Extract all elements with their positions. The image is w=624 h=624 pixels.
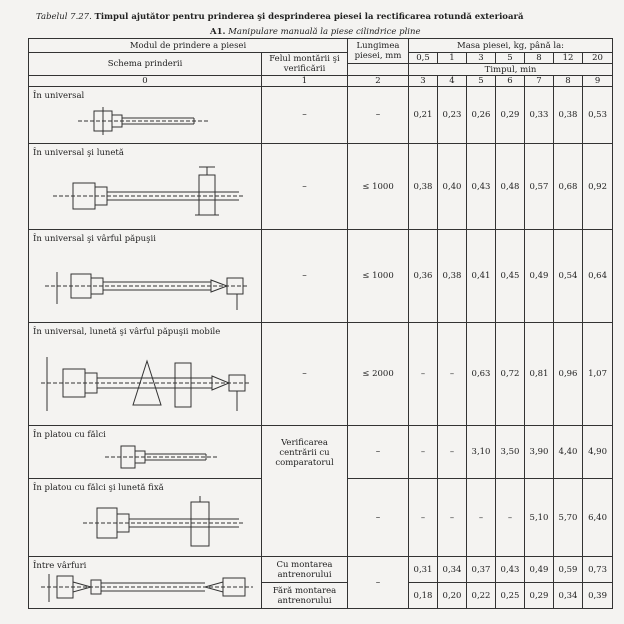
length-cell: ≤ 1000 — [348, 144, 409, 230]
header-mass-5: 12 — [554, 53, 583, 64]
time-cell: 0,33 — [525, 87, 554, 144]
table-subcaption — [210, 27, 421, 37]
time-cell: 0,81 — [525, 323, 554, 426]
time-cell: 0,25 — [496, 583, 525, 609]
col-num-0: 0 — [29, 76, 262, 87]
fitting-cell: – — [262, 230, 348, 323]
header-mass-3: 5 — [496, 53, 525, 64]
time-cell: 0,73 — [583, 557, 613, 583]
header-scheme: Schema prinderii — [29, 53, 262, 76]
time-cell: 5,10 — [525, 479, 554, 557]
time-cell: 0,59 — [554, 557, 583, 583]
table-row — [29, 87, 613, 144]
row-label: În universal şi lunetă — [33, 148, 124, 158]
time-cell: 0,36 — [409, 230, 438, 323]
header-length: Lungimea piesei, mm — [348, 39, 409, 64]
time-cell: 0,21 — [409, 87, 438, 144]
scheme-cell — [29, 479, 262, 557]
time-cell: 0,57 — [525, 144, 554, 230]
time-cell: – — [409, 426, 438, 479]
time-cell: 3,10 — [467, 426, 496, 479]
row-label: În universal — [33, 91, 85, 101]
header-mass-4: 8 — [525, 53, 554, 64]
header-time: Timpul, min — [409, 64, 613, 76]
fitting-cell: Verificarea centrării cu comparatorul — [262, 426, 348, 557]
row-label: În platou cu fălci — [33, 430, 106, 440]
length-cell: – — [348, 426, 409, 479]
scheme-cell — [29, 426, 262, 479]
time-cell: – — [496, 479, 525, 557]
fitting-cell: – — [262, 87, 348, 144]
faceplate-steady-rest-sketch-icon — [79, 494, 249, 550]
time-cell: 0,49 — [525, 557, 554, 583]
time-cell: 0,29 — [496, 87, 525, 144]
header-mass-6: 20 — [583, 53, 613, 64]
length-cell: – — [348, 479, 409, 557]
header-fitting: Felul montării şi verificării — [262, 53, 348, 76]
fitting-cell: Cu montarea antrenorului — [262, 557, 348, 583]
time-cell: 0,45 — [496, 230, 525, 323]
time-cell: 0,31 — [409, 557, 438, 583]
caption-prefix: Tabelul 7.27. — [36, 12, 92, 22]
time-cell: 0,18 — [409, 583, 438, 609]
time-cell: 0,92 — [583, 144, 613, 230]
fitting-cell: Fără montarea antrenorului — [262, 583, 348, 609]
subcaption-id: A1. — [210, 27, 226, 37]
length-cell: ≤ 1000 — [348, 230, 409, 323]
scheme-cell — [29, 144, 262, 230]
header-mass-0: 0,5 — [409, 53, 438, 64]
time-cell: – — [438, 426, 467, 479]
time-cell: 0,43 — [467, 144, 496, 230]
scheme-cell — [29, 557, 262, 609]
time-cell: 0,23 — [438, 87, 467, 144]
time-cell: 0,53 — [583, 87, 613, 144]
time-table — [28, 38, 613, 609]
caption-title: Timpul ajutător pentru prinderea şi desprinderea piesei la rectificarea rotundă exterioară — [94, 12, 524, 22]
col-num-3: 3 — [409, 76, 438, 87]
time-cell: 0,72 — [496, 323, 525, 426]
time-cell: 4,40 — [554, 426, 583, 479]
header-mass-2: 3 — [467, 53, 496, 64]
time-cell: 0,29 — [525, 583, 554, 609]
time-cell: 0,34 — [554, 583, 583, 609]
time-cell: – — [409, 479, 438, 557]
table-row — [29, 323, 613, 426]
chuck-steady-rest-sketch-icon — [49, 163, 249, 223]
time-cell: 0,64 — [583, 230, 613, 323]
header-mass-1: 1 — [438, 53, 467, 64]
scheme-cell — [29, 87, 262, 144]
time-cell: 0,34 — [438, 557, 467, 583]
time-cell: 3,90 — [525, 426, 554, 479]
col-num-6: 6 — [496, 76, 525, 87]
time-cell: 4,90 — [583, 426, 613, 479]
scheme-cell — [29, 230, 262, 323]
length-cell: – — [348, 87, 409, 144]
row-label: În platou cu fălci şi lunetă fixă — [33, 483, 164, 493]
time-cell: 0,54 — [554, 230, 583, 323]
col-num-9: 9 — [583, 76, 613, 87]
length-cell: ≤ 2000 — [348, 323, 409, 426]
faceplate-jaws-sketch-icon — [101, 442, 221, 472]
time-cell: 0,22 — [467, 583, 496, 609]
time-cell: 0,20 — [438, 583, 467, 609]
time-cell: 0,38 — [438, 230, 467, 323]
table-row — [29, 230, 613, 323]
header-mass: Masa piesei, kg, până la: — [409, 39, 613, 53]
time-cell: – — [467, 479, 496, 557]
header-mode: Modul de prindere a piesei — [29, 39, 348, 53]
col-num-5: 5 — [467, 76, 496, 87]
time-cell: 0,40 — [438, 144, 467, 230]
time-cell: 0,41 — [467, 230, 496, 323]
time-cell: 0,63 — [467, 323, 496, 426]
time-cell: 0,26 — [467, 87, 496, 144]
row-label: În universal şi vârful păpuşii — [33, 234, 156, 244]
time-cell: 0,48 — [496, 144, 525, 230]
col-num-4: 4 — [438, 76, 467, 87]
time-cell: 0,68 — [554, 144, 583, 230]
fitting-cell: – — [262, 144, 348, 230]
time-cell: 6,40 — [583, 479, 613, 557]
time-cell: 0,38 — [409, 144, 438, 230]
col-num-8: 8 — [554, 76, 583, 87]
table-caption — [36, 12, 616, 23]
time-cell: 0,43 — [496, 557, 525, 583]
time-cell: 0,49 — [525, 230, 554, 323]
col-num-7: 7 — [525, 76, 554, 87]
time-cell: 5,70 — [554, 479, 583, 557]
row-label: În universal, lunetă şi vârful păpuşii mobile — [33, 327, 221, 337]
between-centers-sketch-icon — [37, 570, 257, 604]
col-num-2: 2 — [348, 76, 409, 87]
time-cell: 0,39 — [583, 583, 613, 609]
chuck-tailstock-sketch-icon — [41, 258, 251, 314]
fitting-cell: – — [262, 323, 348, 426]
time-cell: 0,37 — [467, 557, 496, 583]
time-cell: – — [438, 323, 467, 426]
table-row — [29, 426, 613, 479]
table-row — [29, 144, 613, 230]
subcaption-text: Manipulare manuală la piese cilindrice pline — [228, 27, 421, 37]
header-length-blank — [348, 64, 409, 76]
row-label: Între vârfuri — [33, 561, 87, 571]
length-cell: – — [348, 557, 409, 609]
time-cell: – — [438, 479, 467, 557]
time-cell: 3,50 — [496, 426, 525, 479]
table-row — [29, 557, 613, 583]
chuck-steady-rest-tailstock-sketch-icon — [37, 347, 257, 417]
time-cell: 1,07 — [583, 323, 613, 426]
col-num-1: 1 — [262, 76, 348, 87]
time-cell: – — [409, 323, 438, 426]
time-cell: 0,38 — [554, 87, 583, 144]
time-cell: 0,96 — [554, 323, 583, 426]
chuck-sketch-icon — [74, 105, 214, 137]
scheme-cell — [29, 323, 262, 426]
